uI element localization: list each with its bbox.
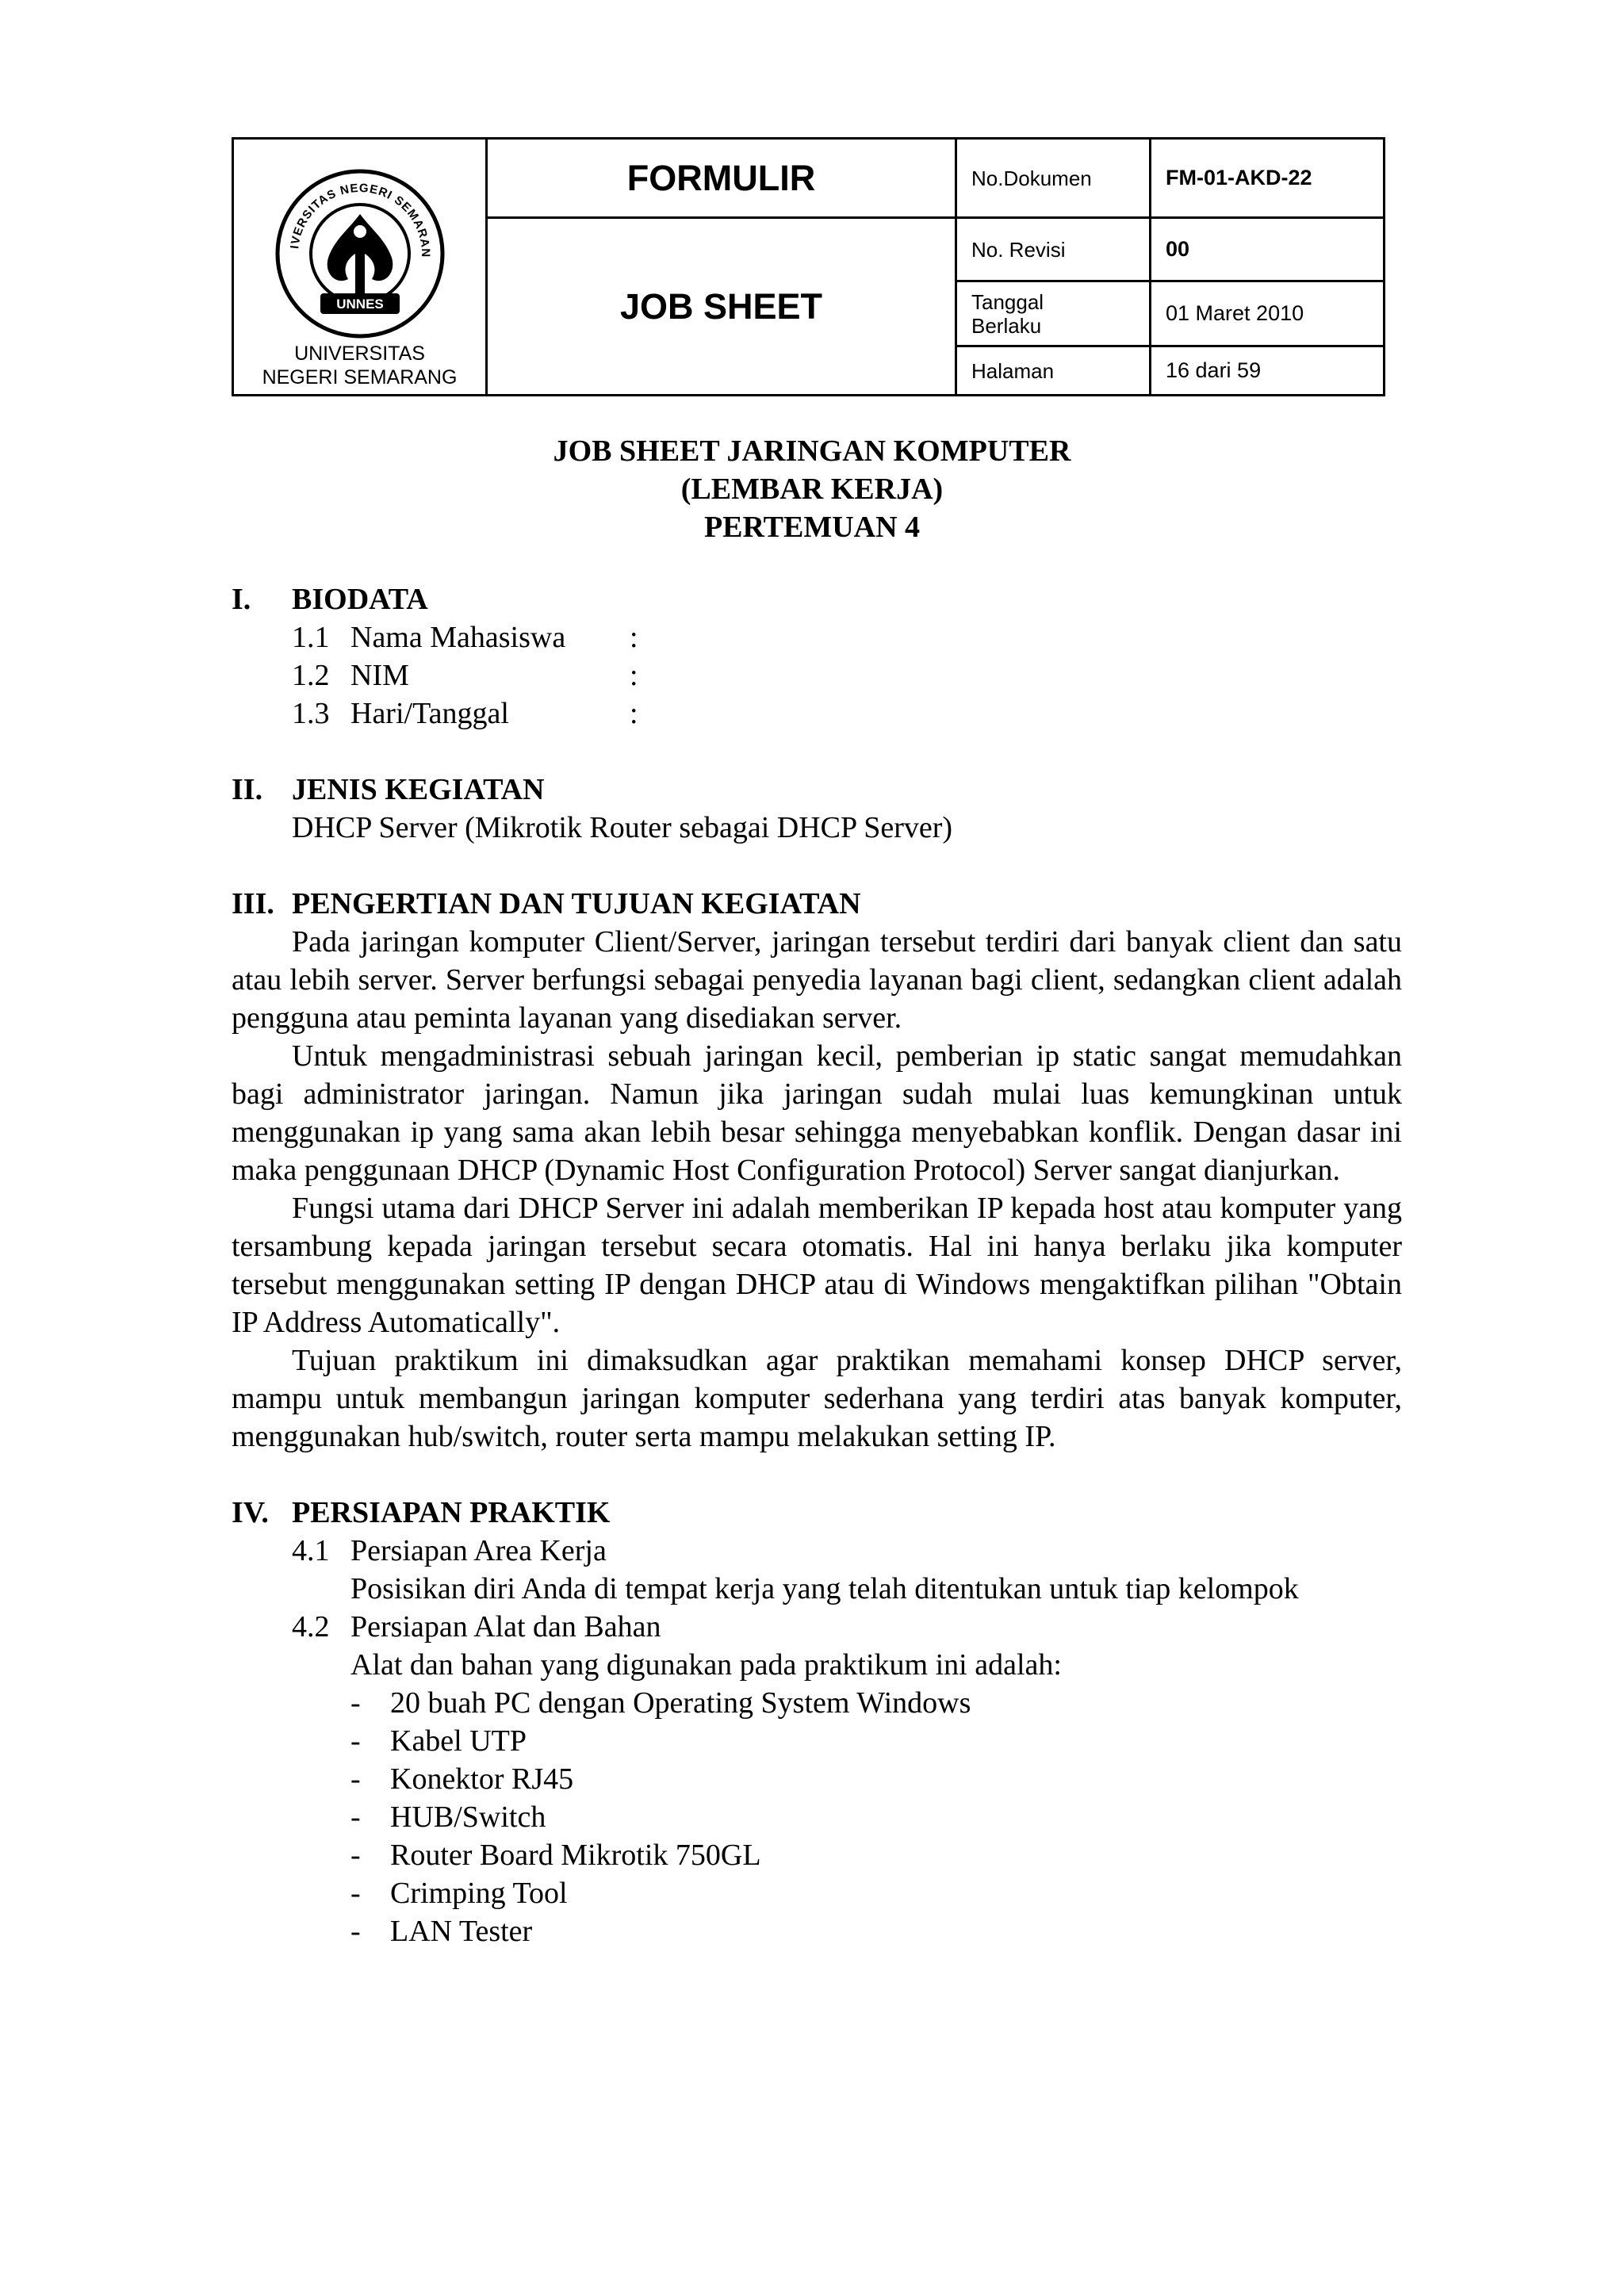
effective-date-value: 01 Maret 2010 [1151,281,1385,346]
revision-value: 00 [1151,218,1385,281]
logo-cell [233,139,487,396]
list-dash: - [350,1877,361,1910]
list-item-text: HUB/Switch [390,1800,546,1834]
alat-intro: Alat dan bahan yang digunakan pada praktikum ini adalah: [350,1648,1062,1682]
list-dash: - [350,1762,361,1796]
effective-date-label-line2: Berlaku [971,313,1042,338]
section-number: II. [232,773,263,806]
biodata-number: 1.1 [292,621,330,654]
biodata-row [292,695,1402,733]
form-label: FORMULIR [487,139,956,218]
biodata-number: 1.2 [292,659,330,692]
section-biodata-heading [232,580,1402,618]
list-item-text: LAN Tester [390,1915,533,1948]
document-title [0,432,1624,546]
list-dash: - [350,1915,361,1948]
paragraph: Tujuan praktikum ini dimaksudkan agar praktikan memahami konsep DHCP server, mampu untuk membangun jaringan komputer sederhana yang terdiri atas banyak komputer, menggunakan hub/switch, router serta mampu melakukan setting IP. [232,1344,1402,1453]
biodata-colon: : [630,659,638,692]
list-item [232,1798,1402,1836]
section-pengertian-heading [232,885,1402,923]
section-persiapan-heading [232,1494,1402,1532]
paragraph: Untuk mengadministrasi sebuah jaringan kecil, pemberian ip static sangat memudahkan bagi administrator jaringan. Namun jika jaringan sudah mulai luas kemungkinan untuk menggunakan ip yang sama akan lebih besar sehingga menyebabkan konflik. Dengan dasar ini maka penggunaan DHCP (Dynamic Host Configuration Protocol) Server sangat dianjurkan. [232,1039,1402,1187]
list-item [232,1760,1402,1798]
section-number: III. [232,887,274,920]
university-name [234,342,485,389]
title-line-2: (LEMBAR KERJA) [680,473,944,506]
doc-number-value: FM-01-AKD-22 [1151,139,1385,218]
section-number: IV. [232,1496,269,1529]
title-line-1: JOB SHEET JARINGAN KOMPUTER [553,434,1071,468]
biodata-row [292,618,1402,656]
list-item [232,1874,1402,1912]
subsection-alat-heading [232,1608,1402,1646]
revision-label: No. Revisi [956,218,1151,281]
subsection-title: Persiapan Area Kerja [350,1534,607,1567]
subsection-number: 4.1 [292,1534,330,1567]
paragraph: Pada jaringan komputer Client/Server, jaringan tersebut terdiri dari banyak client dan satu atau lebih server. Server berfungsi sebagai penyedia layanan bagi client, sedangkan client adalah pengguna atau peminta layanan yang disediakan server. [232,925,1402,1035]
list-dash: - [350,1724,361,1758]
biodata-label: Nama Mahasiswa [350,621,566,654]
page-label: Halaman [956,346,1151,396]
paragraph: Fungsi utama dari DHCP Server ini adalah memberikan IP kepada host atau komputer yang tersambung kepada jaringan tersebut secara otomatis. Hal ini hanya berlaku jika komputer tersebut menggunakan setting IP dengan DHCP atau di Windows mengaktifkan pilihan "Obtain IP Address Automatically". [232,1192,1402,1339]
job-sheet-label: JOB SHEET [487,218,956,396]
list-dash: - [350,1839,361,1872]
document-body [232,580,1402,1950]
logo-unnes-text: UNNES [335,297,384,312]
page-value: 16 dari 59 [1151,346,1385,396]
section-number: I. [232,583,251,616]
subsection-number: 4.2 [292,1610,330,1644]
biodata-number: 1.3 [292,697,330,730]
list-item [232,1722,1402,1760]
section-title: PENGERTIAN DAN TUJUAN KEGIATAN [292,887,861,920]
list-dash: - [350,1800,361,1834]
biodata-label: NIM [350,659,409,692]
document-header-table [232,137,1385,396]
effective-date-label-line1: Tanggal [971,289,1044,314]
biodata-colon: : [630,621,638,654]
list-item-text: Router Board Mikrotik 750GL [390,1839,761,1872]
logo-arc-text: IVERSITAS NEGERI SEMARAN [287,181,432,258]
jenis-text: DHCP Server (Mikrotik Router sebagai DHCP Server) [292,811,953,844]
biodata-label: Hari/Tanggal [350,697,509,730]
area-text: Posisikan diri Anda di tempat kerja yang telah ditentukan untuk tiap kelompok [350,1572,1299,1605]
effective-date-label [956,281,1151,346]
list-item-text: Konektor RJ45 [390,1762,574,1796]
list-dash: - [350,1686,361,1720]
university-logo [273,166,447,341]
list-item [232,1912,1402,1950]
section-title: PERSIAPAN PRAKTIK [292,1496,611,1529]
subsection-title: Persiapan Alat dan Bahan [350,1610,661,1644]
biodata-list [232,618,1402,733]
university-name-line1: UNIVERSITAS [294,342,425,365]
doc-number-label: No.Dokumen [956,139,1151,218]
university-name-line2: NEGERI SEMARANG [262,366,458,388]
section-jenis-heading [232,771,1402,809]
biodata-colon: : [630,697,638,730]
list-item-text: Crimping Tool [390,1877,568,1910]
alat-list [232,1684,1402,1950]
list-item-text: 20 buah PC dengan Operating System Windows [390,1686,971,1720]
subsection-area-heading [232,1532,1402,1570]
list-item [232,1684,1402,1722]
list-item-text: Kabel UTP [390,1724,527,1758]
list-item [232,1836,1402,1874]
section-title: JENIS KEGIATAN [292,773,545,806]
biodata-row [292,656,1402,695]
section-title: BIODATA [292,583,428,616]
title-line-3: PERTEMUAN 4 [703,511,921,544]
